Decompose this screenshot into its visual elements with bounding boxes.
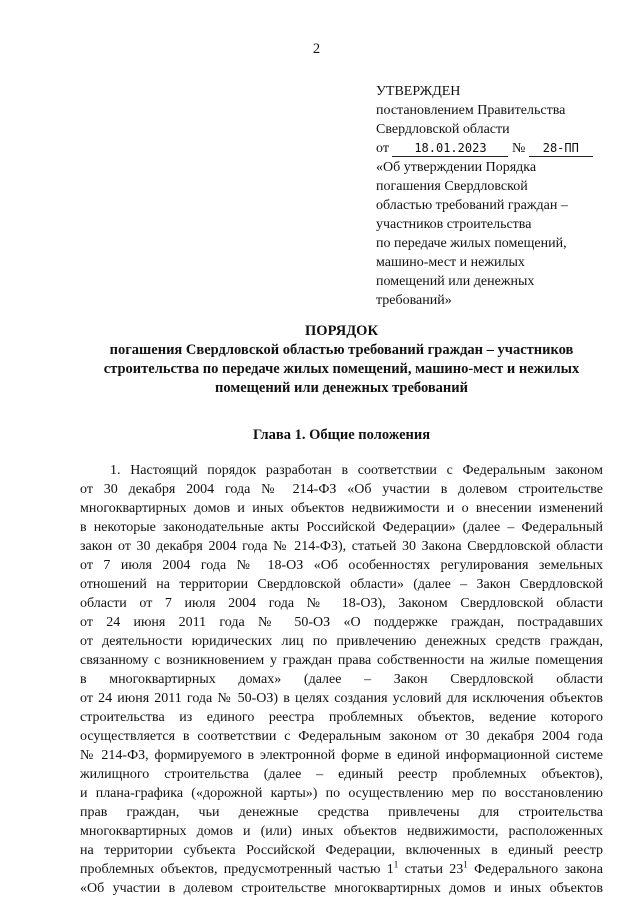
approval-block <box>376 82 611 310</box>
approval-title-line: «Об утверждении Порядка <box>376 160 537 175</box>
paragraph-line: жилищного строительства (далее – единый реестр проблемных объектов), <box>80 767 603 782</box>
approval-title-line: машино-мест и нежилых <box>376 255 525 270</box>
paragraph-line: от 24 июня 2011 года № 50-ОЗ «О поддержке граждан, пострадавших <box>80 615 603 630</box>
paragraph-line: области от 7 июля 2004 года № 18-ОЗ), Законом Свердловской области <box>80 596 603 611</box>
paragraph-line: отношений на территории Свердловской области» (далее – Закон Свердловской <box>80 577 603 592</box>
document-title-line: погашения Свердловской областью требований граждан – участников <box>109 342 574 358</box>
approval-title-line: помещений или денежных <box>376 274 535 289</box>
chapter-heading: Глава 1. Общие положения <box>252 427 431 443</box>
number-label: № <box>511 141 526 156</box>
superscript: 1 <box>463 860 468 870</box>
line-part: проблемных объектов, предусмотренный частью 1 <box>80 862 394 877</box>
paragraph-line: закон от 30 декабря 2004 года № 214-ФЗ), статьей 30 Закона Свердловской области <box>80 539 603 554</box>
approval-heading: УТВЕРЖДЕН <box>376 84 461 99</box>
body-paragraph <box>80 461 603 898</box>
paragraph-line: «Об участии в долевом строительстве многоквартирных домов и иных объектов <box>80 881 603 896</box>
superscript: 1 <box>393 860 399 870</box>
paragraph-line: прав граждан, чьи денежные средства привлечены для строительства <box>80 805 603 820</box>
line-part: Федерального закона <box>467 862 603 877</box>
paragraph-line: № 214-ФЗ, формируемого в электронной форме в единой информационной системе <box>80 748 603 763</box>
document-title-line: помещений или денежных требований <box>215 380 468 396</box>
paragraph-line: 1. Настоящий порядок разработан в соответствии с Федеральным законом <box>110 463 603 478</box>
document-title-line: строительства по передаче жилых помещений, машино-мест и нежилых <box>103 361 580 377</box>
paragraph-line: от 24 июня 2011 года № 50-ОЗ) в целях создания условий для исключения объектов <box>80 691 603 706</box>
approval-date-number-line <box>376 139 611 158</box>
paragraph-line: многоквартирных домов и иных объектов недвижимости и о внесении изменений <box>80 501 603 516</box>
approval-title-line: требований» <box>376 293 452 308</box>
decree-number: 28-ПП <box>529 141 593 157</box>
paragraph-line: в некоторые законодательные акты Российской Федерации» (далее – Федеральный <box>80 520 603 535</box>
paragraph-line: строительства из единого реестра проблемных объектов, ведение которого <box>80 710 603 725</box>
page-number: 2 <box>312 41 321 57</box>
approval-line-2: Свердловской области <box>376 122 510 137</box>
paragraph-line: на территории субъекта Российской Федерации, включенных в единый реестр <box>80 843 603 858</box>
approval-title-line: участников строительства <box>376 217 532 232</box>
decree-date: 18.01.2023 <box>392 141 508 157</box>
paragraph-line: от деятельности юридических лиц по привлечению денежных средств граждан, <box>80 634 603 649</box>
document-title <box>80 322 603 398</box>
paragraph-line: от 30 декабря 2004 года № 214-ФЗ «Об участии в долевом строительстве <box>80 482 603 497</box>
approval-title-line: по передаче жилых помещений, <box>376 236 567 251</box>
paragraph-line: в многоквартирных домах» (далее – Закон Свердловской области <box>80 672 603 687</box>
paragraph-line-with-superscripts <box>80 860 603 879</box>
approval-line-1: постановлением Правительства <box>376 103 566 118</box>
paragraph-line: осуществляется в соответствии с Федеральным законом от 30 декабря 2004 года <box>80 729 603 744</box>
from-label: от <box>376 141 389 156</box>
paragraph-line: многоквартирных домов и (или) иных объектов недвижимости, расположенных <box>80 824 603 839</box>
approval-title-line: погашения Свердловской <box>376 179 528 194</box>
paragraph-line: от 7 июля 2004 года № 18-ОЗ «Об особенностях регулирования земельных <box>80 558 603 573</box>
paragraph-line: связанному с возникновением у граждан права собственности на жилые помещения <box>80 653 603 668</box>
line-part: статьи 23 <box>398 862 464 877</box>
paragraph-line: и плана-графика («дорожной карты») по осуществлению мер по восстановлению <box>80 786 603 801</box>
approval-title-line: областью требований граждан – <box>376 198 568 213</box>
document-title-heading: ПОРЯДОК <box>305 323 378 339</box>
